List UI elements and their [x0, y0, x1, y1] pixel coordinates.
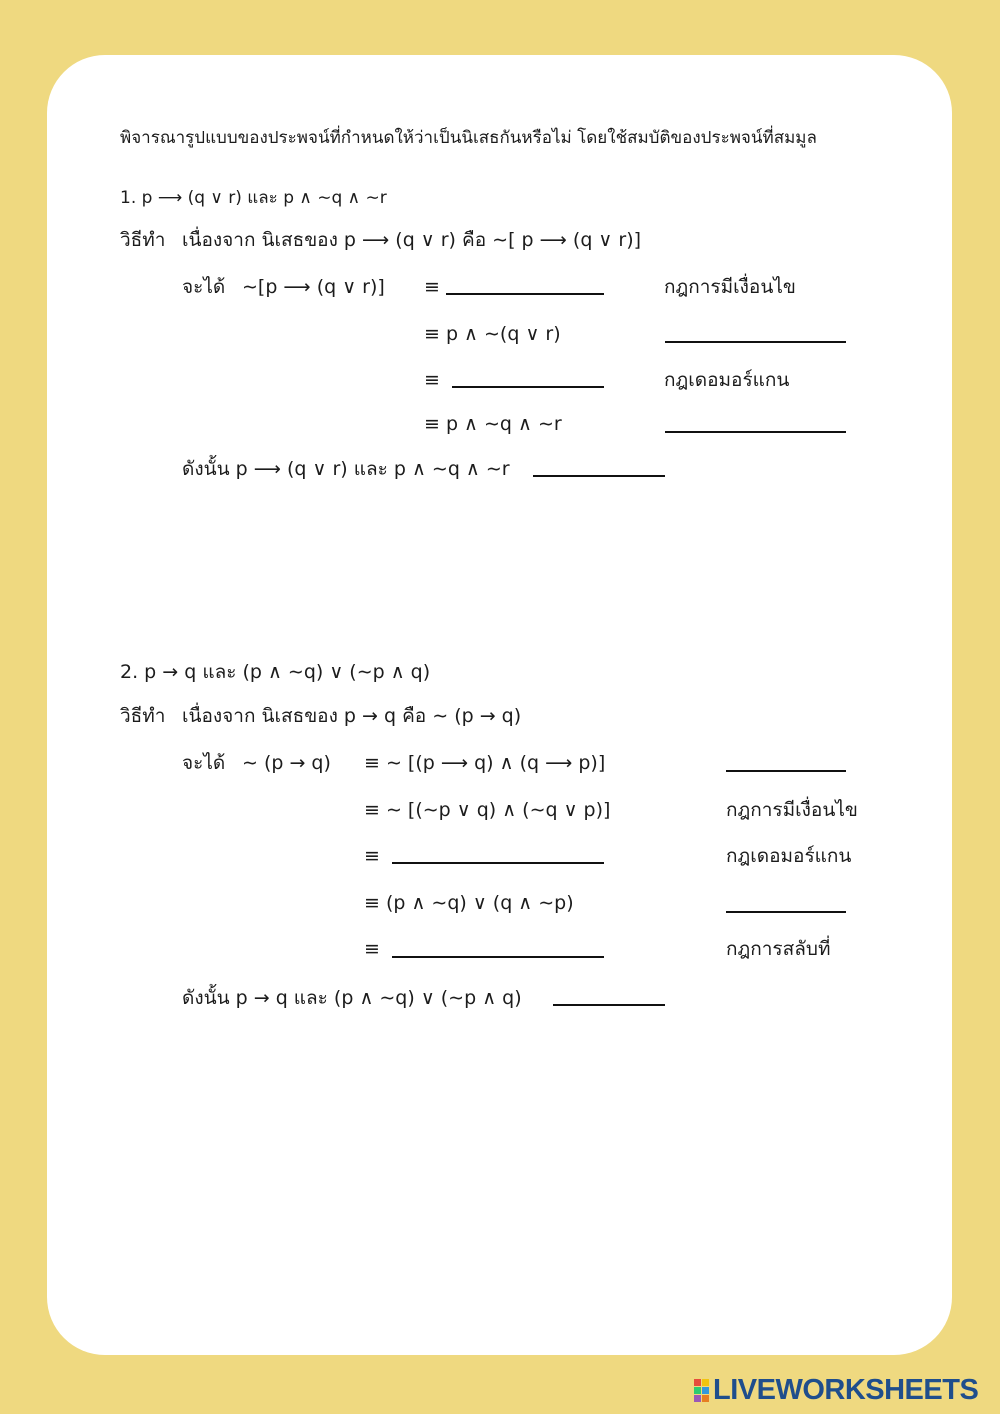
problem1-step3-rule: กฎเดอมอร์แกน — [664, 369, 790, 391]
problem1-step1-rule: กฎการมีเงื่อนไข — [664, 276, 796, 298]
problem1-derive-label: จะได้ — [182, 276, 226, 298]
problem2-step5-rule: กฎการสลับที่ — [726, 938, 831, 960]
problem1-step3-expr: ≡ — [424, 369, 440, 391]
problem2-step4-expr: ≡ (p ∧ ∼q) ∨ (q ∧ ∼p) — [364, 892, 574, 914]
logo-mark-icon — [694, 1379, 709, 1402]
problem1-step2-expr: ≡ p ∧ ∼(q ∨ r) — [424, 323, 561, 345]
problem1-step2-rule-blank[interactable] — [665, 341, 846, 343]
problem1-step3-blank[interactable] — [452, 386, 604, 388]
problem2-method-label: วิธีทำ — [120, 705, 166, 727]
problem1-step1-blank[interactable] — [446, 293, 604, 295]
problem2-derive-label: จะได้ — [182, 752, 226, 774]
problem2-step2-rule: กฎการมีเงื่อนไข — [726, 799, 858, 821]
problem1-lhs: ∼[p ⟶ (q ∨ r)] — [242, 276, 385, 298]
problem2-step2-expr: ≡ ∼ [(∼p ∨ q) ∧ (∼q ∨ p)] — [364, 799, 611, 821]
liveworksheets-logo — [694, 1374, 978, 1406]
problem1-conclusion: ดังนั้น p ⟶ (q ∨ r) และ p ∧ ∼q ∧ ∼r — [182, 458, 510, 480]
problem2-step1-expr: ≡ ∼ [(p ⟶ q) ∧ (q ⟶ p)] — [364, 752, 606, 774]
problem1-step4-expr: ≡ p ∧ ∼q ∧ ∼r — [424, 413, 562, 435]
problem2-conclusion-blank[interactable] — [553, 1004, 665, 1006]
problem2-title: 2. p → q และ (p ∧ ∼q) ∨ (∼p ∧ q) — [120, 661, 431, 683]
problem2-method-text: เนื่องจาก นิเสธของ p → q คือ ∼ (p → q) — [182, 705, 522, 727]
problem2-step3-rule: กฎเดอมอร์แกน — [726, 845, 852, 867]
problem2-step5-expr: ≡ — [364, 938, 380, 960]
problem1-title: 1. p ⟶ (q ∨ r) และ p ∧ ∼q ∧ ∼r — [120, 188, 387, 208]
problem1-step4-rule-blank[interactable] — [665, 431, 846, 433]
instruction-text: พิจารณารูปแบบของประพจน์ที่กำหนดให้ว่าเป็นนิเสธกันหรือไม่ โดยใช้สมบัติของประพจน์ที่สมมูล — [120, 128, 817, 148]
problem2-conclusion: ดังนั้น p → q และ (p ∧ ∼q) ∨ (∼p ∧ q) — [182, 987, 522, 1009]
problem2-lhs: ∼ (p → q) — [242, 752, 331, 774]
problem2-step3-expr: ≡ — [364, 845, 380, 867]
problem2-step4-rule-blank[interactable] — [726, 911, 846, 913]
problem1-step1-expr: ≡ — [424, 276, 440, 298]
problem2-step5-blank[interactable] — [392, 956, 604, 958]
problem1-method-label: วิธีทำ — [120, 229, 166, 251]
logo-text: LIVEWORKSHEETS — [713, 1373, 979, 1406]
problem2-step3-blank[interactable] — [392, 862, 604, 864]
problem2-step1-rule-blank[interactable] — [726, 770, 846, 772]
problem1-method-text: เนื่องจาก นิเสธของ p ⟶ (q ∨ r) คือ ∼[ p ⟶ (q ∨ r)] — [182, 229, 642, 251]
problem1-conclusion-blank[interactable] — [533, 475, 665, 477]
